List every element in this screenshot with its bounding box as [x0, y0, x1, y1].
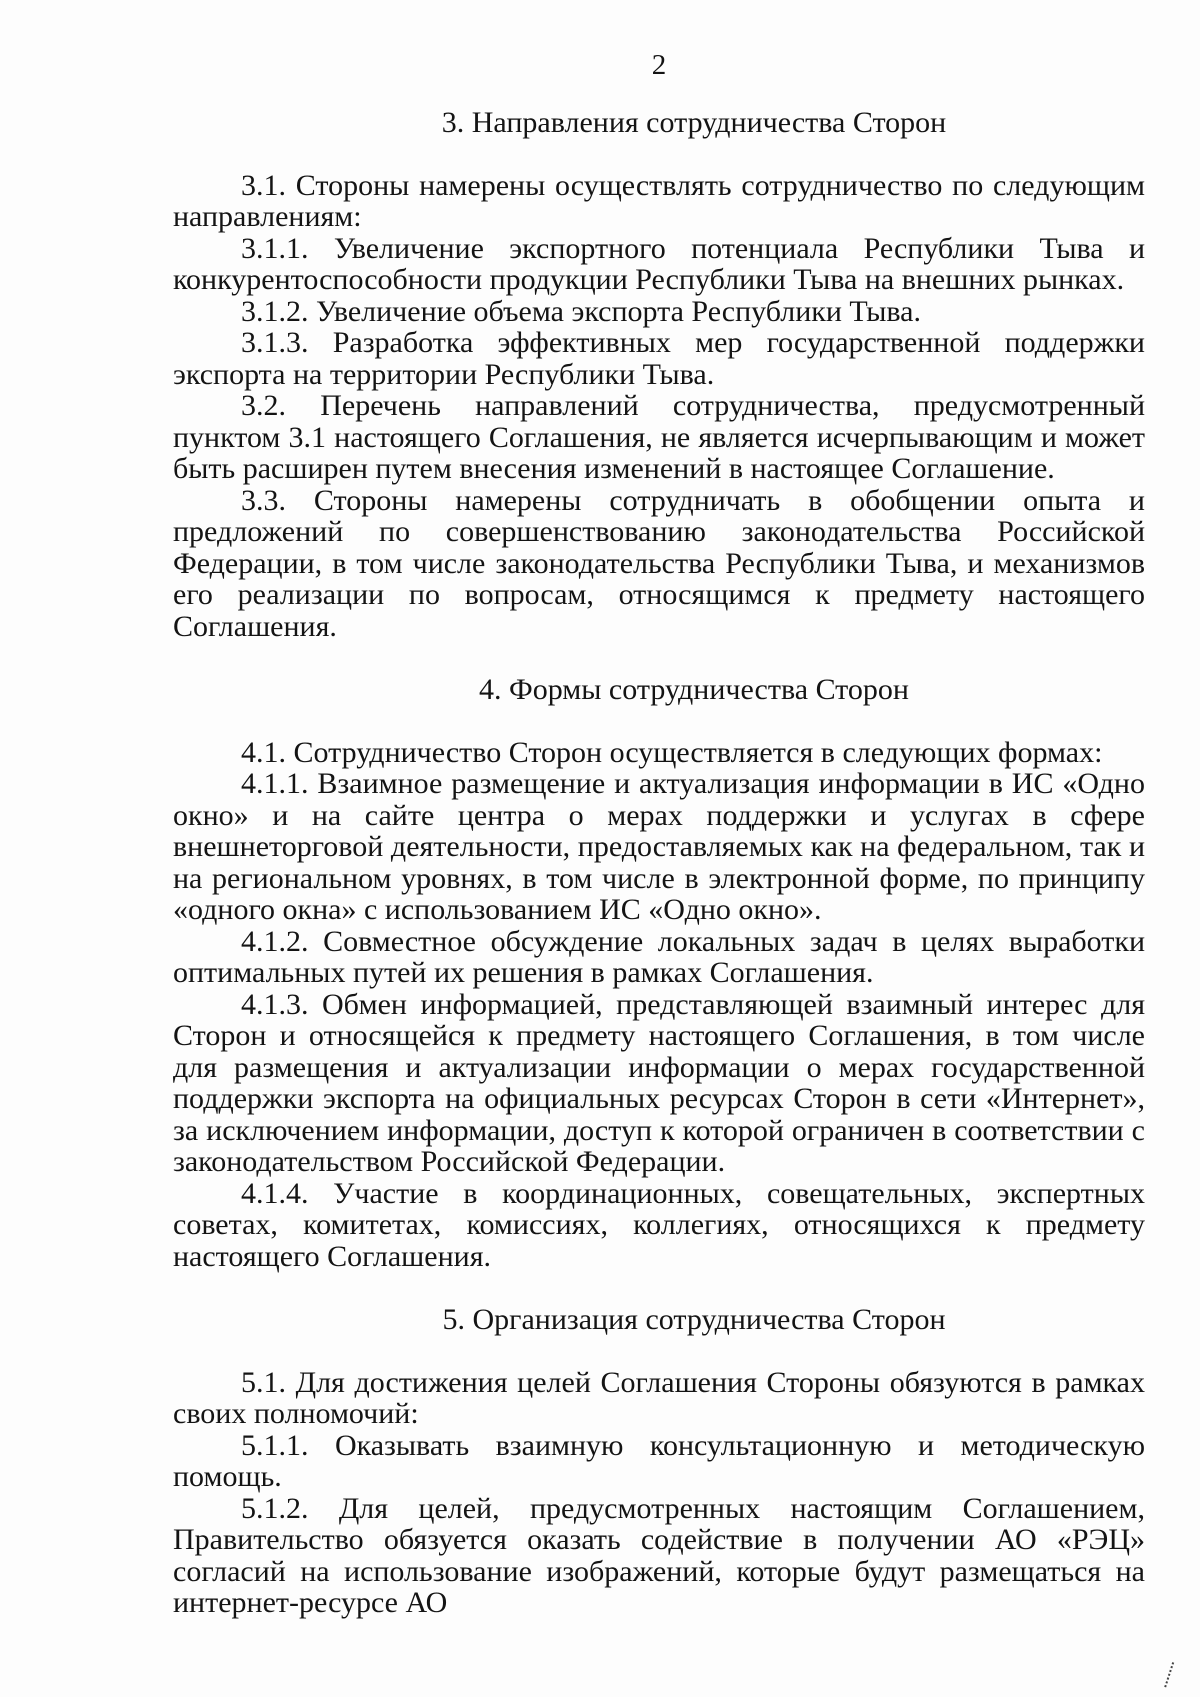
spacer [173, 139, 1145, 170]
paragraph-3-1-1: 3.1.1. Увеличение экспортного потенциала Республики Тыва и конкурентоспособности продукции Республики Тыва на внешних рынках. [173, 231, 1145, 296]
paragraph-4-1-1: 4.1.1. Взаимное размещение и актуализация информации в ИС «Одно окно» и на сайте центра о мерах поддержки и услугах в сфере внешнеторговой деятельности, предоставляемых как на федеральном, так и на региональном уровнях, в том числе в электронной форме, по принципу «одного окна» с использованием ИС «Одно окно». [173, 767, 1145, 926]
scan-artifact-mark [1164, 1662, 1182, 1690]
paragraph-5-1-2: 5.1.2. Для целей, предусмотренных настоящим Соглашением, Правительство обязуется оказать содействие в получении АО «РЭЦ» согласий на использование изображений, которые будут размещаться на интернет-ресурсе АО [173, 1491, 1145, 1619]
paragraph-3-1-3: 3.1.3. Разработка эффективных мер государственной поддержки экспорта на территории Республики Тыва. [173, 326, 1145, 391]
paragraph-5-1: 5.1. Для достижения целей Соглашения Стороны обязуются в рамках своих полномочий: [173, 1365, 1145, 1430]
paragraph-3-1-2: 3.1.2. Увеличение объема экспорта Республики Тыва. [241, 294, 921, 328]
section-5-heading: 5. Организация сотрудничества Сторон [442, 1303, 946, 1336]
spacer [173, 1336, 1145, 1367]
section-3-heading: 3. Направления сотрудничества Сторон [441, 106, 947, 139]
document-body [173, 107, 1145, 1619]
spacer [173, 642, 1145, 674]
paragraph-4-1-4: 4.1.4. Участие в координационных, совещательных, экспертных советах, комитетах, комиссиях, коллегиях, относящихся к предмету настоящего Соглашения. [173, 1176, 1145, 1273]
spacer [173, 1272, 1145, 1304]
paragraph-3-1: 3.1. Стороны намерены осуществлять сотрудничество по следующим направлениям: [173, 168, 1145, 233]
paragraph-3-2: 3.2. Перечень направлений сотрудничества, предусмотренный пунктом 3.1 настоящего Соглашения, не является исчерпывающим и может быть расширен путем внесения изменений в настоящее Соглашение. [173, 389, 1145, 485]
paragraph-5-1-1: 5.1.1. Оказывать взаимную консультационную и методическую помощь. [173, 1428, 1145, 1493]
spacer [173, 706, 1145, 737]
paragraph-4-1-3: 4.1.3. Обмен информацией, представляющей взаимный интерес для Сторон и относящейся к предмету настоящего Соглашения, в том числе для размещения и актуализации информации о мерах государственной поддержки экспорта на официальных ресурсах Сторон в сети «Интернет», за исключением информации, доступ к которой ограничен в соответствии с законодательством Российской Федерации. [173, 987, 1145, 1178]
page-number: 2 [651, 49, 667, 81]
paragraph-4-1-2: 4.1.2. Совместное обсуждение локальных задач в целях выработки оптимальных путей их решения в рамках Соглашения. [173, 924, 1145, 989]
section-4-heading: 4. Формы сотрудничества Сторон [479, 673, 909, 706]
paragraph-4-1: 4.1. Сотрудничество Сторон осуществляется в следующих формах: [241, 735, 1103, 769]
paragraph-3-3: 3.3. Стороны намерены сотрудничать в обобщении опыта и предложений по совершенствованию законодательства Российской Федерации, в том числе законодательства Республики Тыва, и механизмов его реализации по вопросам, относящимся к предмету настоящего Соглашения. [173, 483, 1145, 643]
